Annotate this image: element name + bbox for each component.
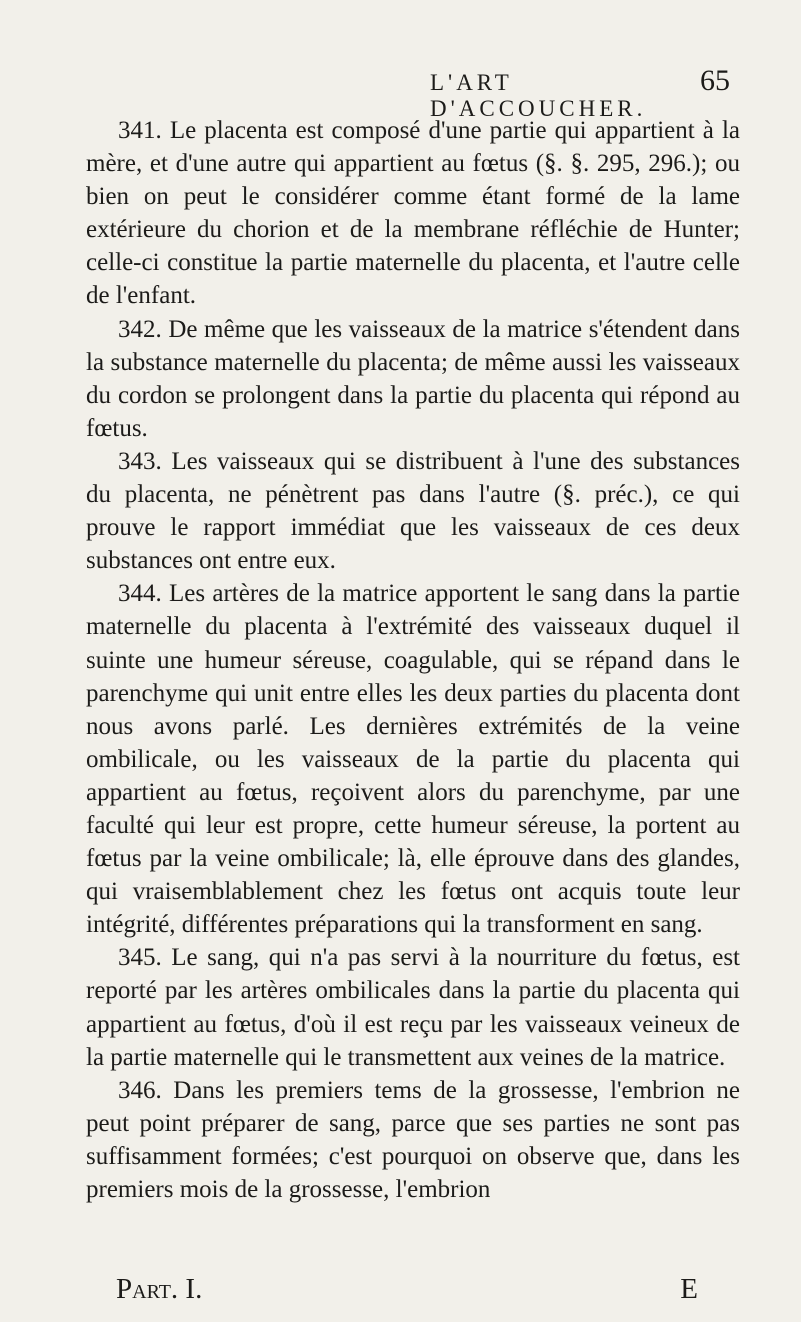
page-footer: [116, 1273, 726, 1309]
paragraph-343: 343. Les vaisseaux qui se distribuent à l'une des substances du placenta, ne pénètrent pas dans l'autre (§. préc.), ce qui prouve le rapport immédiat que les vaisseaux de ces deux substances ont entre eux.: [86, 447, 740, 575]
page-number: 65: [700, 64, 730, 97]
paragraph-341: 341. Le placenta est composé d'une partie qui appartient à la mère, et d'une autre qui appartient au fœtus (§. §. 295, 296.); ou bien on peut le considérer comme étant formé de la lame extérieure du chorion et de la membrane réfléchie de Hunter; celle-ci constitue la partie maternelle du placenta, et l'autre celle de l'enfant.: [86, 117, 740, 310]
paragraph-346: 346. Dans les premiers tems de la grossesse, l'embrion ne peut point préparer de sang, parce que ses parties ne sont pas suffisamment formées; c'est pourquoi on observe que, dans les premiers mois de la grossesse, l'embrion: [86, 1076, 740, 1203]
paragraph-344: 344. Les artères de la matrice apportent le sang dans la partie maternelle du placenta à l'extrémité des vaisseaux duquel il suinte une humeur séreuse, coagulable, qui se répand dans le parenchyme qui unit entre elles les deux parties du placenta dont nous avons parlé. Les dernières extrémités de la veine ombilicale, ou les vaisseaux de la partie du placenta qui appartient au fœtus, reçoivent alors du parenchyme, par une faculté qui leur est propre, cette humeur séreuse, la portent au fœtus par la veine ombilicale; là, elle éprouve dans des glandes, qui vraisemblablement chez les fœtus ont acquis toute leur intégrité, différentes préparations qui la transforment en sang.: [86, 580, 740, 939]
paragraph-345: 345. Le sang, qui n'a pas servi à la nourriture du fœtus, est reporté par les artères ombilicales dans la partie du placenta qui appartient au fœtus, d'où il est reçu par les vaisseaux veineux de la partie maternelle qui le transmettent aux veines de la matrice.: [86, 944, 740, 1071]
body-text: [86, 114, 740, 1274]
running-title: L'ART D'ACCOUCHER.: [430, 70, 647, 121]
paragraph-342: 342. De même que les vaisseaux de la matrice s'étendent dans la substance maternelle du placenta; de même aussi les vaisseaux du cordon se prolongent dans la partie du placenta qui répond au fœtus.: [86, 315, 740, 442]
signature-mark: E: [680, 1273, 698, 1305]
signature-part: Part. I.: [116, 1273, 203, 1305]
running-head: [430, 64, 730, 121]
